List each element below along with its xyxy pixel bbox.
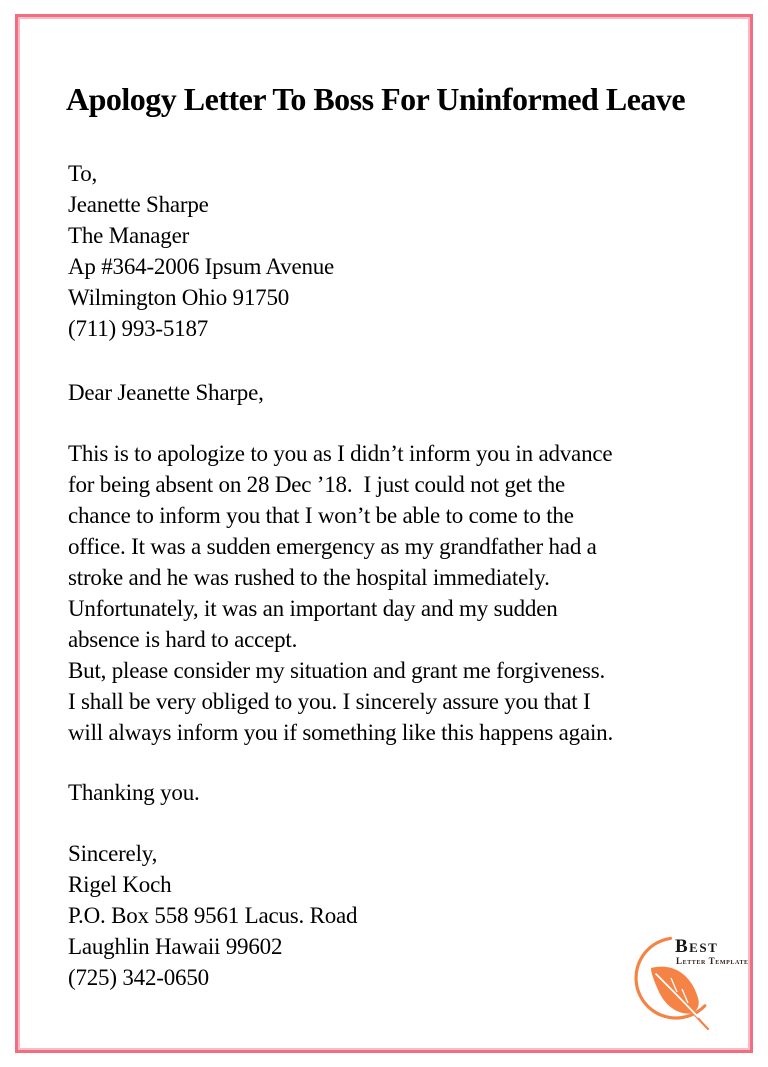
thanking-text: Thanking you.	[68, 780, 200, 805]
brand-logo	[618, 916, 768, 1040]
body-line: But, please consider my situation and grant me forgiveness.	[68, 658, 606, 683]
salutation	[68, 377, 728, 408]
logo-brand-text: Best	[675, 936, 719, 957]
signature-address-line1: P.O. Box 558 9561 Lacus. Road	[68, 903, 358, 928]
body-line: chance to inform you that I won’t be able to come to the	[68, 503, 574, 528]
salutation-line: Dear Jeanette Sharpe,	[68, 380, 264, 405]
recipient-name: Jeanette Sharpe	[68, 192, 209, 217]
body-line: This is to apologize to you as I didn’t inform you in advance	[68, 441, 613, 466]
body-line: stroke and he was rushed to the hospital immediately.	[68, 565, 550, 590]
thanking-line	[68, 777, 728, 808]
logo-tagline-text: Letter Template	[676, 956, 749, 966]
body-line: office. It was a sudden emergency as my grandfather had a	[68, 534, 597, 559]
recipient-phone: (711) 993-5187	[68, 316, 209, 341]
recipient-address-line2: Wilmington Ohio 91750	[68, 285, 290, 310]
recipient-label: To,	[68, 161, 98, 186]
recipient-block	[68, 158, 728, 344]
signature-address-line2: Laughlin Hawaii 99602	[68, 934, 283, 959]
signature-phone: (725) 342-0650	[68, 965, 209, 990]
body-line: I shall be very obliged to you. I sincerely assure you that I	[68, 689, 591, 714]
recipient-address-line1: Ap #364-2006 Ipsum Avenue	[68, 254, 335, 279]
body-line: for being absent on 28 Dec ’18. I just could not get the	[68, 472, 566, 497]
body-line: Unfortunately, it was an important day and my sudden	[68, 596, 558, 621]
signature-name: Rigel Koch	[68, 872, 172, 897]
feather-circle-icon	[618, 916, 768, 1040]
recipient-role: The Manager	[68, 223, 190, 248]
letter-title: Apology Letter To Boss For Uninformed Leave	[66, 81, 686, 117]
body-line: absence is hard to accept.	[68, 627, 298, 652]
body-line: will always inform you if something like this happens again.	[68, 720, 614, 745]
signature-closing: Sincerely,	[68, 841, 158, 866]
letter-body	[68, 438, 728, 748]
